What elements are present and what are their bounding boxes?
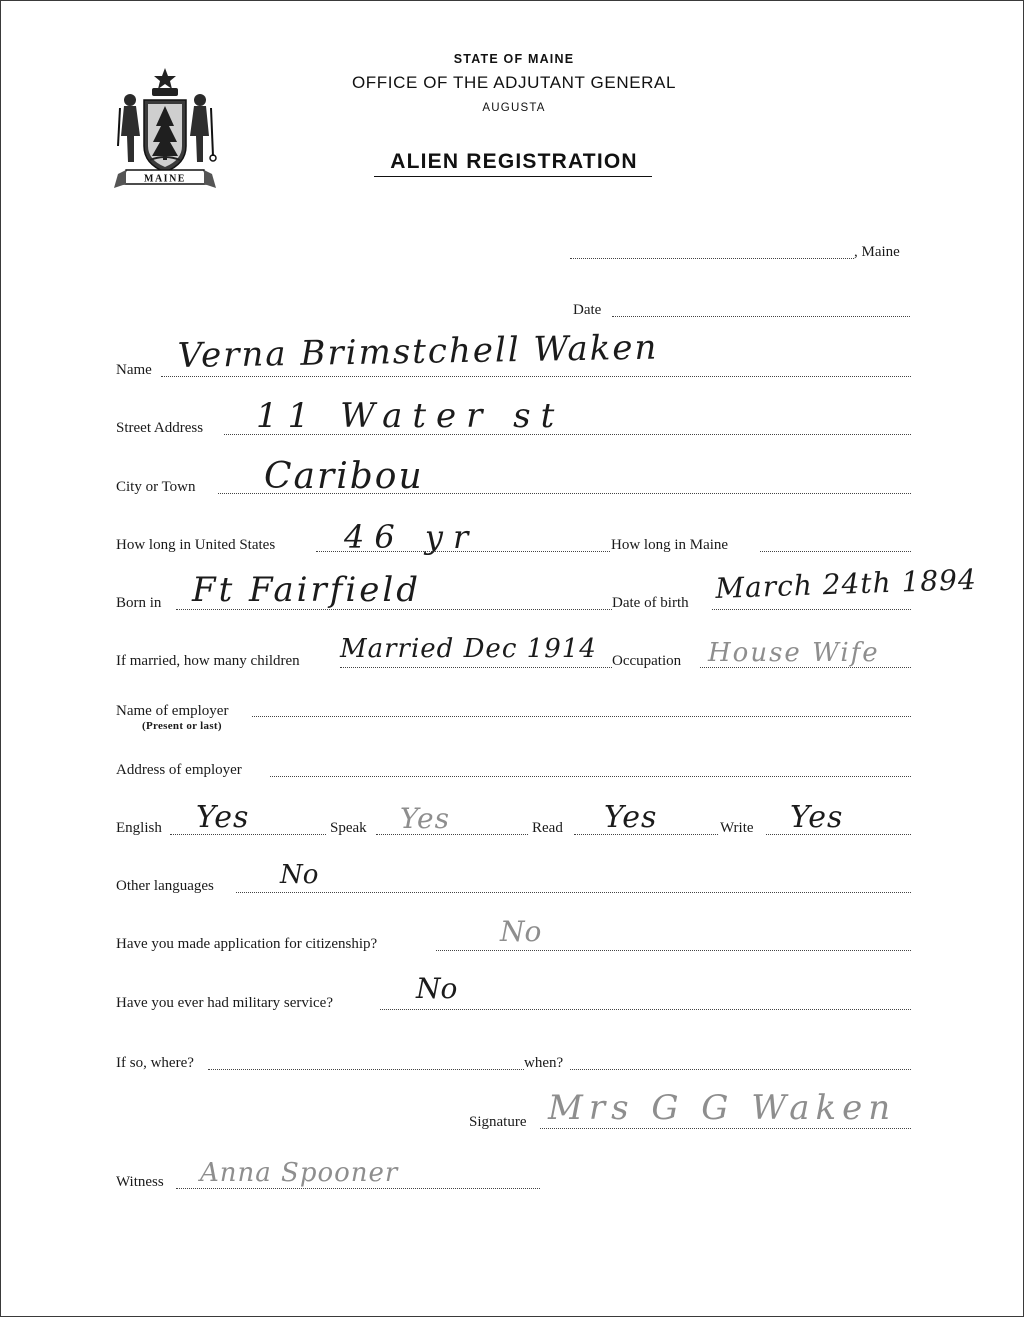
- street-label: Street Address: [116, 420, 204, 436]
- name-label: Name: [116, 362, 152, 378]
- speak-label: Speak: [330, 820, 367, 836]
- how-long-maine-label: How long in Maine: [611, 537, 729, 553]
- born-in-label: Born in: [116, 595, 162, 611]
- witness-value: Anna Spooner: [200, 1158, 399, 1188]
- witness-label: Witness: [116, 1174, 164, 1190]
- city-value: Caribou: [264, 456, 424, 497]
- employer-address-label: Address of employer: [116, 762, 242, 778]
- where-field[interactable]: [208, 1069, 524, 1070]
- place-field[interactable]: [570, 258, 854, 259]
- street-value: 11 Water st: [256, 396, 565, 436]
- how-long-maine-field[interactable]: [760, 551, 911, 552]
- seal-banner-text: MAINE: [144, 173, 186, 185]
- header-city: AUGUSTA: [482, 102, 546, 114]
- speak-value: Yes: [400, 802, 450, 835]
- english-value: Yes: [196, 800, 250, 835]
- citizenship-value: No: [500, 915, 542, 948]
- occupation-label: Occupation: [612, 653, 682, 669]
- children-value: Married Dec 1914: [340, 634, 597, 664]
- read-value: Yes: [604, 800, 658, 835]
- employer-note: (Present or last): [142, 720, 222, 732]
- title-underline: [374, 176, 652, 177]
- other-languages-label: Other languages: [116, 878, 214, 894]
- read-label: Read: [532, 820, 563, 836]
- dob-field[interactable]: [712, 609, 911, 610]
- military-label: Have you ever had military service?: [116, 995, 333, 1011]
- how-long-us-value: 46 yr: [344, 518, 479, 556]
- date-label: Date: [573, 302, 602, 318]
- children-label: If married, how many children: [116, 653, 300, 669]
- military-value: No: [416, 972, 458, 1005]
- name-value: Verna Brimstchell Waken: [177, 327, 659, 376]
- citizenship-label: Have you made application for citizenship?: [116, 936, 378, 952]
- form-title: ALIEN REGISTRATION: [390, 150, 638, 173]
- english-label: English: [116, 820, 162, 836]
- place-suffix: , Maine: [854, 244, 900, 260]
- witness-field[interactable]: [176, 1188, 540, 1189]
- employer-address-field[interactable]: [270, 776, 911, 777]
- born-in-value: Ft Fairfield: [192, 570, 421, 610]
- how-long-us-label: How long in United States: [116, 537, 276, 553]
- citizenship-field[interactable]: [436, 950, 911, 951]
- where-label: If so, where?: [116, 1055, 194, 1071]
- signature-field[interactable]: [540, 1128, 911, 1129]
- city-label: City or Town: [116, 479, 196, 495]
- dob-value: March 24th 1894: [714, 562, 978, 605]
- military-field[interactable]: [380, 1009, 911, 1010]
- occupation-value: House Wife: [708, 638, 880, 668]
- speak-field[interactable]: [376, 834, 528, 835]
- name-field[interactable]: [161, 376, 911, 377]
- header-state: STATE OF MAINE: [453, 52, 575, 66]
- date-field[interactable]: [612, 316, 910, 317]
- write-label: Write: [720, 820, 754, 836]
- employer-label: Name of employer: [116, 703, 229, 719]
- signature-label: Signature: [469, 1114, 527, 1130]
- employer-field[interactable]: [252, 716, 911, 717]
- when-field[interactable]: [570, 1069, 911, 1070]
- header-office: OFFICE OF THE ADJUTANT GENERAL: [351, 73, 677, 92]
- when-label: when?: [524, 1055, 564, 1071]
- signature-value: Mrs G G Waken: [548, 1088, 897, 1128]
- children-field[interactable]: [340, 667, 612, 668]
- other-languages-value: No: [280, 860, 319, 890]
- write-value: Yes: [790, 800, 844, 835]
- other-languages-field[interactable]: [236, 892, 911, 893]
- dob-label: Date of birth: [612, 595, 689, 611]
